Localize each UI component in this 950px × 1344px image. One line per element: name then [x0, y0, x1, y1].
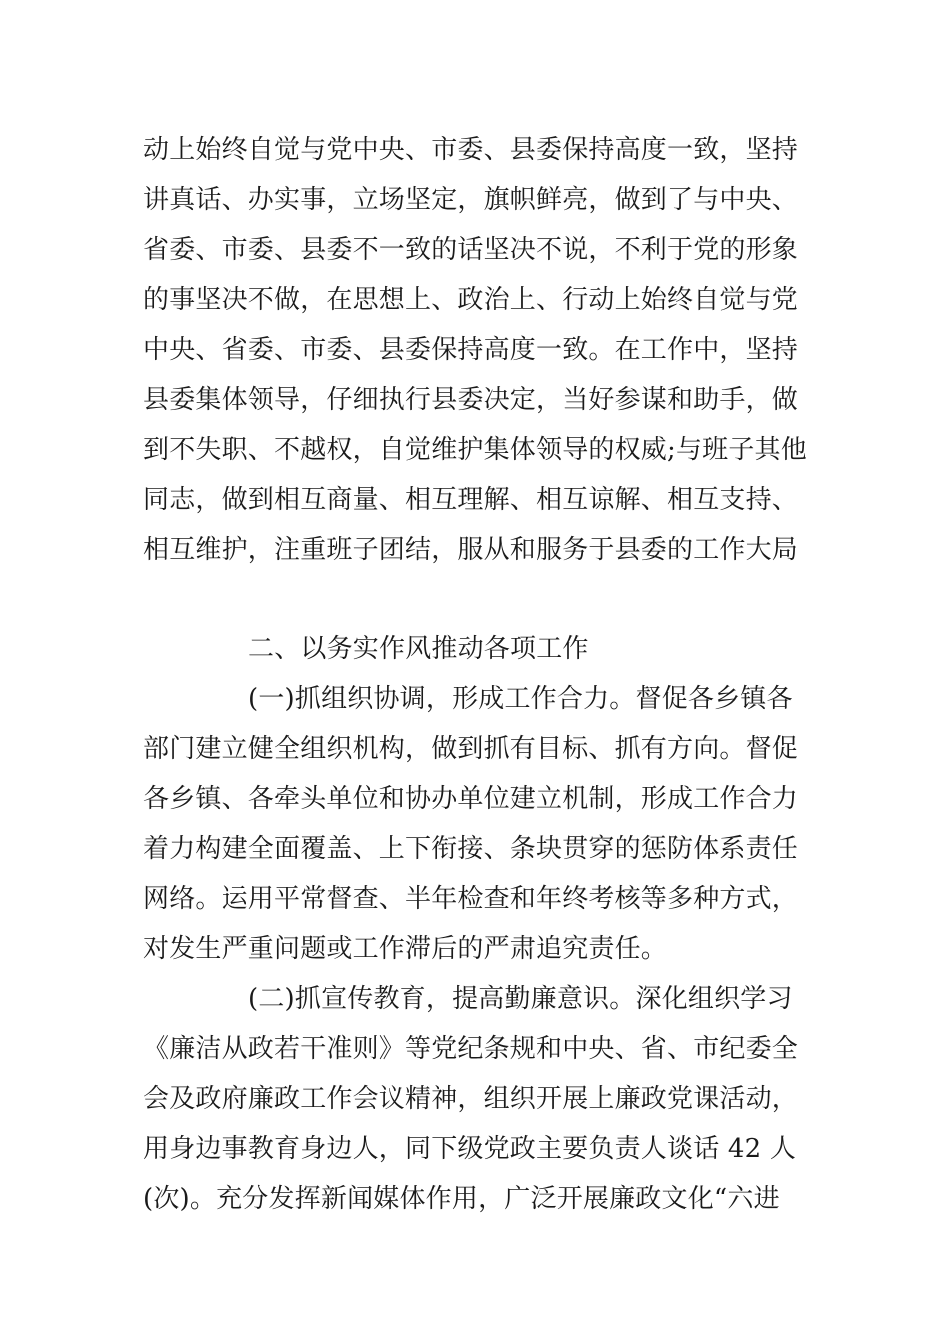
body-text-line: 到不失职、不越权，自觉维护集体领导的权威;与班子其他 [143, 435, 807, 465]
body-text-line: 相互维护，注重班子团结，服从和服务于县委的工作大局 [143, 535, 799, 565]
body-text-line: 会及政府廉政工作会议精神，组织开展上廉政党课活动， [143, 1084, 799, 1114]
body-text-line: 各乡镇、各牵头单位和协办单位建立机制，形成工作合力 [143, 784, 799, 814]
body-text-line: 省委、市委、县委不一致的话坚决不说，不利于党的形象 [143, 235, 799, 265]
body-text-line: 对发生严重问题或工作滞后的严肃追究责任。 [143, 934, 668, 964]
body-text-line: 讲真话、办实事，立场坚定，旗帜鲜亮，做到了与中央、 [143, 185, 799, 215]
body-text-line: 的事坚决不做，在思想上、政治上、行动上始终自觉与党 [143, 285, 799, 315]
section-heading: 二、以务实作风推动各项工作 [248, 634, 589, 664]
body-text-line: 网络。运用平常督查、半年检查和年终考核等多种方式， [143, 884, 799, 914]
body-text-line: 县委集体领导，仔细执行县委决定，当好参谋和助手，做 [143, 385, 799, 415]
body-text-line: (次)。充分发挥新闻媒体作用，广泛开展廉政文化“六进 [143, 1184, 780, 1214]
body-text-line: 动上始终自觉与党中央、市委、县委保持高度一致，坚持 [143, 135, 799, 165]
body-text-line: 着力构建全面覆盖、上下衔接、条块贯穿的惩防体系责任 [143, 834, 799, 864]
body-text-line: 用身边事教育身边人，同下级党政主要负责人谈话 42 人 [143, 1134, 797, 1164]
body-text-line: 部门建立健全组织机构，做到抓有目标、抓有方向。督促 [143, 734, 799, 764]
body-text-line: 《廉洁从政若干准则》等党纪条规和中央、省、市纪委全 [143, 1034, 799, 1064]
paragraph-first-line: (二)抓宣传教育，提高勤廉意识。深化组织学习 [248, 984, 793, 1014]
body-text-line: 中央、省委、市委、县委保持高度一致。在工作中，坚持 [143, 335, 799, 365]
body-text-line: 同志，做到相互商量、相互理解、相互谅解、相互支持、 [143, 485, 799, 515]
paragraph-first-line: (一)抓组织协调，形成工作合力。督促各乡镇各 [248, 684, 793, 714]
